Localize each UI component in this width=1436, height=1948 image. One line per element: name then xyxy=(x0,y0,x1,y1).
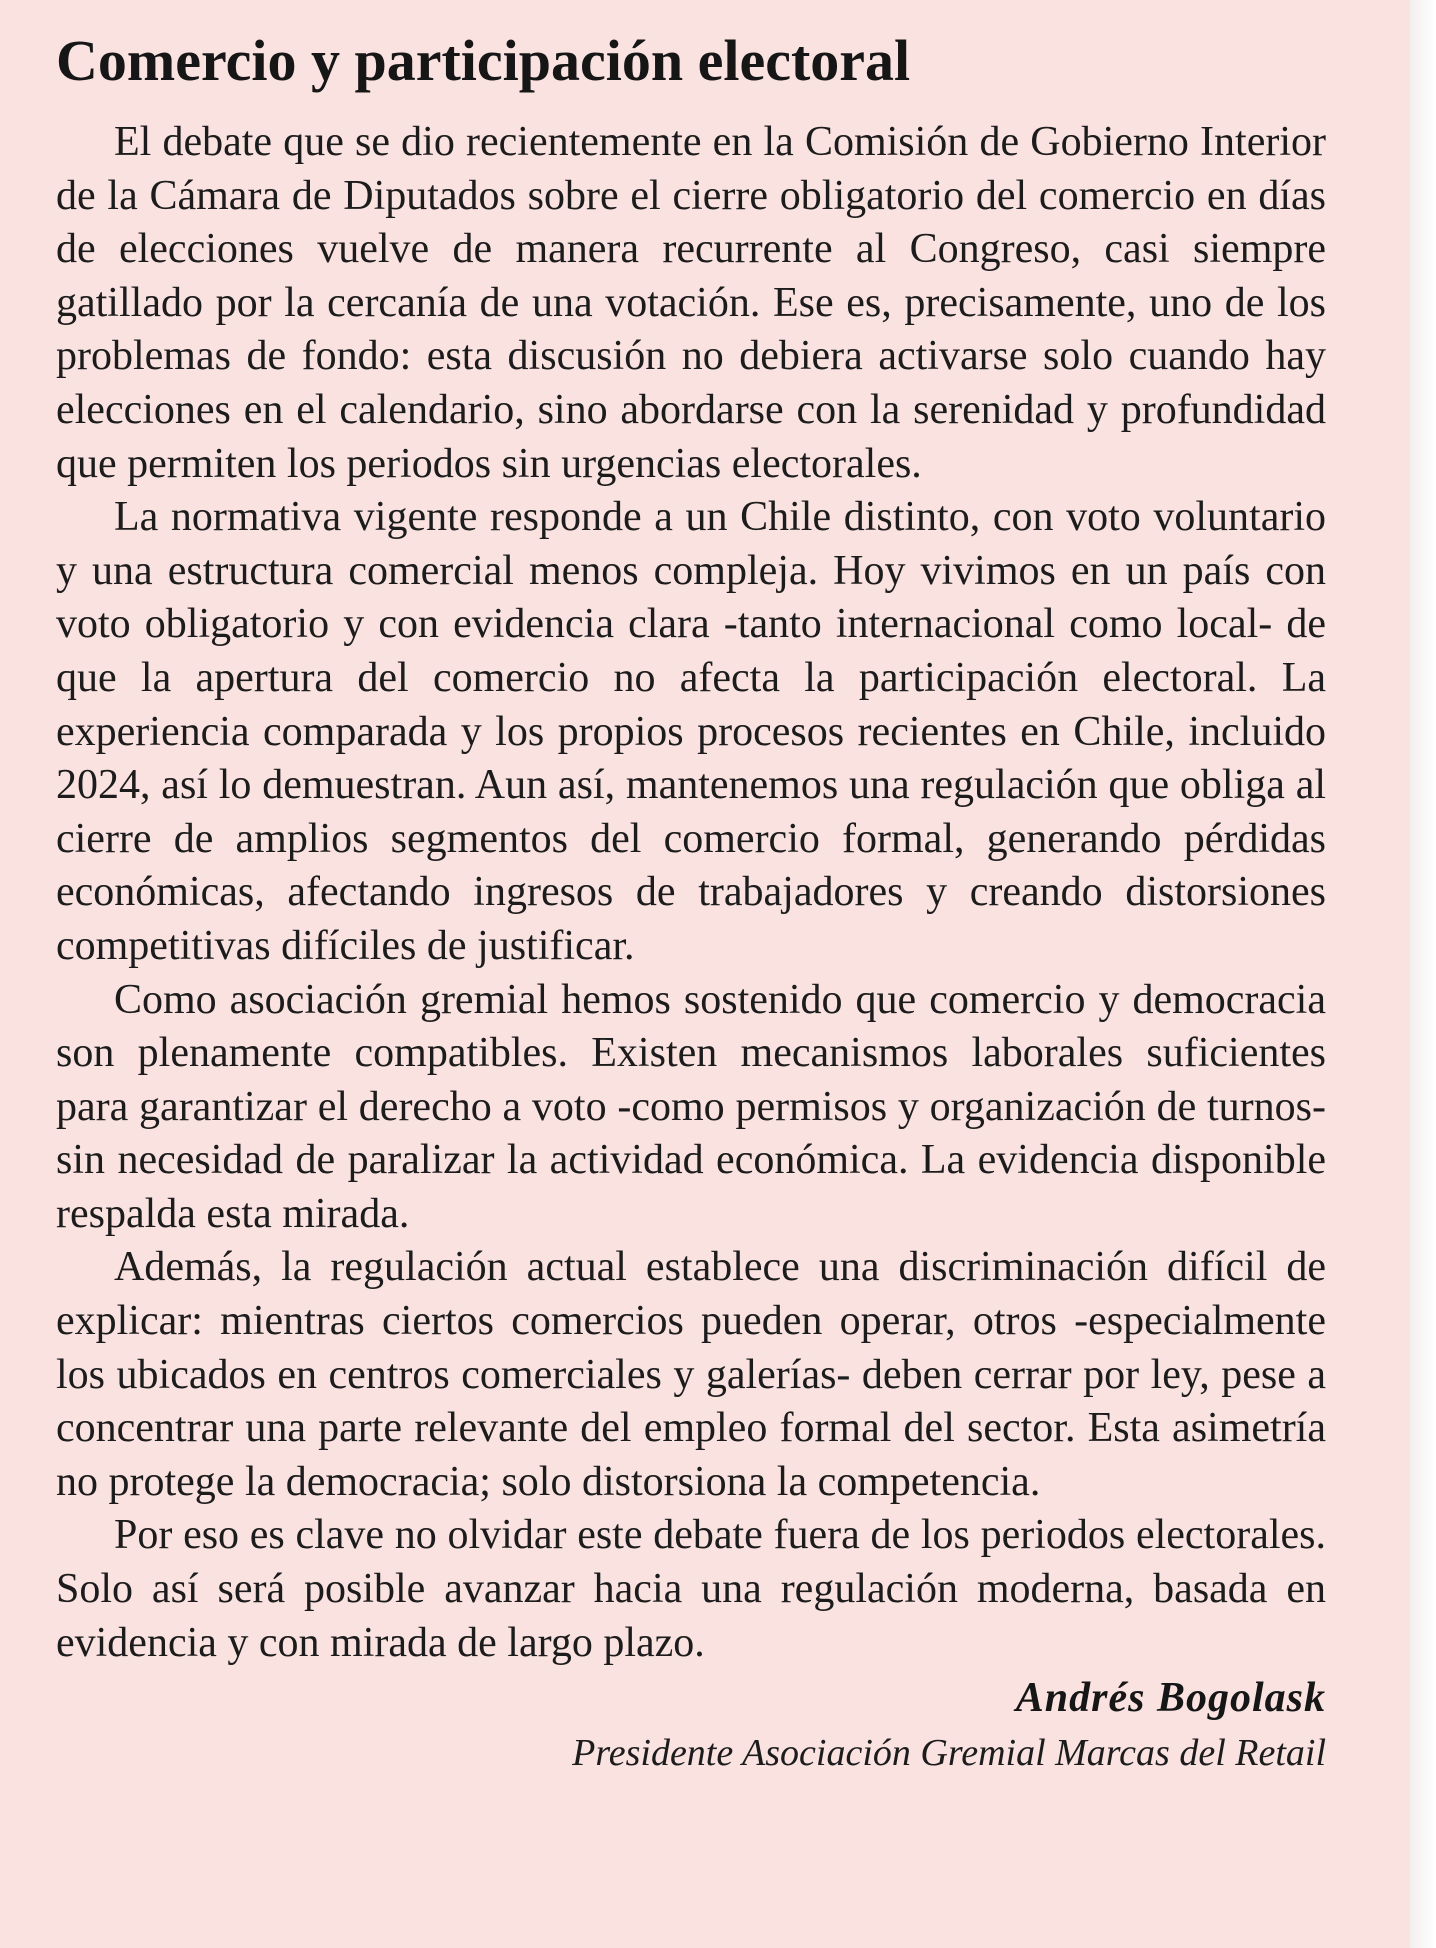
article-paragraph-3: Como asociación gremial hemos sostenido que comercio y democracia son plenamente compatibles. Existen mecanismos laborales suficientes para garantizar el derecho a voto -como permisos y organización de turnos- sin necesidad de paralizar la actividad económica. La evidencia disponible respalda esta mirada. xyxy=(56,976,1326,1237)
article-paragraph-1: El debate que se dio recientemente en la Comisión de Gobierno Interior de la Cámara de Diputados sobre el cierre obligatorio del comercio en días de elecciones vuelve de manera recurrente al Congreso, casi siempre gatillado por la cercanía de una votación. Ese es, precisamente, uno de los problemas de fondo: esta discusión no debiera activarse solo cuando hay elecciones en el calendario, sino abordarse con la serenidad y profundidad que permiten los periodos sin urgencias electorales. xyxy=(56,119,1326,487)
author-name: Andrés Bogolask xyxy=(1015,1675,1326,1722)
author-role: Presidente Asociación Gremial Marcas del Retail xyxy=(572,1732,1326,1775)
article-body xyxy=(56,116,1326,1670)
article-paragraph-4: Además, la regulación actual establece una discriminación difícil de explicar: mientras ciertos comercios pueden operar, otros -especialmente los ubicados en centros comerciales y galerías- deben cerrar por ley, pese a concentrar una parte relevante del empleo formal del sector. Esta asimetría no protege la democracia; solo distorsiona la competencia. xyxy=(56,1244,1326,1505)
page-edge xyxy=(1410,0,1436,1948)
article-paragraph-2: La normativa vigente responde a un Chile distinto, con voto voluntario y una estructura comercial menos compleja. Hoy vivimos en un país con voto obligatorio y con evidencia clara -tanto internacional como local- de que la apertura del comercio no afecta la participación electoral. La experiencia comparada y los propios procesos recientes en Chile, incluido 2024, así lo demuestran. Aun así, mantenemos una regulación que obliga al cierre de amplios segmentos del comercio formal, generando pérdidas económicas, afectando ingresos de trabajadores y creando distorsiones competitivas difíciles de justificar. xyxy=(56,494,1326,969)
author-signature xyxy=(56,1670,1326,1780)
opinion-article xyxy=(56,22,1326,1780)
article-paragraph-5: Por eso es clave no olvidar este debate fuera de los periodos electorales. Solo así será posible avanzar hacia una regulación moderna, basada en evidencia y con mirada de largo plazo. xyxy=(56,1512,1326,1666)
article-title: Comercio y participación electoral xyxy=(56,28,911,93)
